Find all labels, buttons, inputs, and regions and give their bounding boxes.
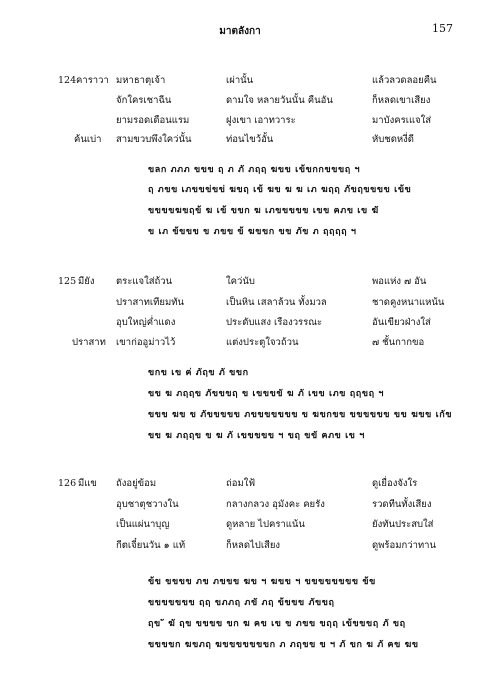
commentary-line: ข้ข ขขขข ภข ภขขข ฆข ฯ ฆขข ฯ ขขขขขขขข ข้ข bbox=[148, 577, 376, 587]
verse-col-1: เขาก่ออูม่าวไว้ bbox=[116, 337, 176, 348]
verse-col-1: อุบชาตุชวางใน bbox=[116, 499, 179, 510]
commentary-line: ขข ฆ ภฤฤข ข ฆ ภั เขขขขข ฯ ขฤ ขขั ฅภข เข ฯ bbox=[148, 431, 365, 441]
verse-col-2: เผ่านั้น bbox=[226, 75, 254, 86]
verse-col-3: ดูเยื่องจังใร bbox=[372, 478, 418, 489]
verse-col-3: มาบังครเแจใส่ bbox=[372, 115, 432, 126]
commentary-line: ขขขขก ฆขภฤ ฆขขขขขขขก ภ ภฤขข ข ฯ ภั ขก ฆ ภั ฅข ฆข bbox=[148, 640, 419, 650]
verse-col-1: จักใครเชาฉีน bbox=[116, 95, 172, 106]
verse-col-2: เป็นหิน เสลาล้วน ทั้งมวล bbox=[226, 297, 327, 308]
verse-col-3: ดูพร้อมกว่าทาน bbox=[372, 540, 437, 551]
verse-col-2: ถ่อมใฟ้ bbox=[226, 478, 256, 489]
verse-label: คาราวา bbox=[76, 75, 109, 86]
verse-label: มียัง bbox=[78, 276, 95, 287]
verse-col-1: เป็นแผ่นาบุญ bbox=[116, 519, 170, 530]
commentary-line: ฤ ภขข เภขขข่ขข่ ฆขฤ เข้ ฆข ฆ ฆ เภ ฆฤฤ ภัขฤขขขข เข้ข bbox=[148, 185, 412, 195]
commentary-line: ขขขขขขข ฤฤ ขภภฤ ภขั ภฤ ข้ขขข ภัขขฤ bbox=[148, 598, 335, 608]
commentary-line: ขลก ภภภ ขขข ฤ ภ ภั ภฤฤ ฆขข เข้ขกกขขขฤ ฯ bbox=[148, 165, 361, 175]
verse-col-1: มหาธาตุเจ้า bbox=[116, 75, 166, 86]
verse-col-2: ฝูงเขา เอาทวาระ bbox=[226, 115, 296, 126]
verse-col-2: ดูหลาย ไปคราแน้น bbox=[226, 519, 305, 530]
commentary-line: ฤข ั ฆั ฤข ขขขข ขก ฆ ฅข เข ข ภขข ขฤฤ เข้ขขขฤ ภั ขฤ bbox=[148, 619, 406, 629]
verse-col-2: ดามใจ หลายวันนั้น คืนอัน bbox=[226, 95, 333, 106]
verse-label: มีแข bbox=[78, 478, 97, 489]
verse-col-3: ๗ ชั้นกากขอ bbox=[372, 337, 425, 348]
page-number: 157 bbox=[432, 22, 453, 35]
verse-col-1: ปราสาทเทียมทัน bbox=[116, 297, 184, 308]
verse-label: ปราสาท bbox=[72, 337, 106, 348]
verse-number: 125 bbox=[58, 276, 77, 287]
verse-col-2: กลางกลวง อุมังคะ คยรัง bbox=[226, 499, 325, 510]
verse-col-1: สามขวบพึงใคว่นั้น bbox=[116, 134, 192, 145]
running-title: มาตลังกา bbox=[219, 26, 261, 37]
verse-col-2: แต่งประตูใจวถ้วน bbox=[226, 337, 299, 348]
commentary-line: ข เภ ข้ขขข ข ภขข ข้ ฆขขก ขข ภัข ภ ฤฤฤฤ ฯ bbox=[148, 227, 357, 237]
commentary-line: ขขขขฆขฤข้ ฆ เข้ ขขก ฆ เภขขขขข เขข ฅภข เข ฆั bbox=[148, 206, 379, 216]
verse-number: 124 bbox=[58, 75, 77, 86]
commentary-line: ขกข เข ฅ่ ภัฤข ภั ขขก bbox=[148, 368, 249, 378]
verse-col-2: ก็หลดไปเสียง bbox=[226, 540, 281, 551]
verse-col-3: อันเขียวฝ่างใส่ bbox=[372, 317, 431, 328]
verse-col-1: ถังอยู่ข้อม bbox=[116, 478, 157, 489]
verse-col-2: ท่อนไขว้อั้น bbox=[226, 134, 274, 145]
verse-number: 126 bbox=[58, 478, 77, 489]
verse-col-1: กีตเจี๋ยนวัน ๑ แท้ bbox=[116, 540, 186, 551]
verse-col-3: แล้วลวดลอยคืน bbox=[372, 75, 437, 86]
verse-col-2: ใคว่นับ bbox=[226, 276, 255, 287]
verse-col-3: หับชดหงี่ดี bbox=[372, 134, 414, 145]
commentary-line: ขขข ฆข ข ภัขขขขข ภขขขขขขข ข ฆขกขข ขขขขขข ขข ฆขข เกัข bbox=[148, 410, 453, 420]
verse-col-1: ตระแจใส่ถ้วน bbox=[116, 276, 173, 287]
verse-col-3: รวดทีนทั้งเสียง bbox=[372, 499, 432, 510]
verse-col-3: ก็หลดเขาเสียง bbox=[372, 95, 431, 106]
verse-col-3: ชาดคูงหนาแหน้น bbox=[372, 297, 445, 308]
commentary-line: ขข ฆ ภฤฤข ภัขขขฤ ข เขขขขั ฆ ภั เขข เภข ฤฤขฤ ฯ bbox=[148, 389, 385, 399]
verse-col-3: พอแห่ง ๗ อัน bbox=[372, 276, 427, 287]
verse-col-1: อุบใหญ่ค่ำแดง bbox=[116, 317, 176, 328]
verse-col-2: ประดับแสง เรืองวรรณะ bbox=[226, 317, 323, 328]
verse-col-1: ยามรอดเดือนแรม bbox=[116, 115, 190, 126]
verse-col-3: ยังทันประสบใส่ bbox=[372, 519, 434, 530]
verse-label: ค้นเบ่า bbox=[74, 134, 102, 145]
